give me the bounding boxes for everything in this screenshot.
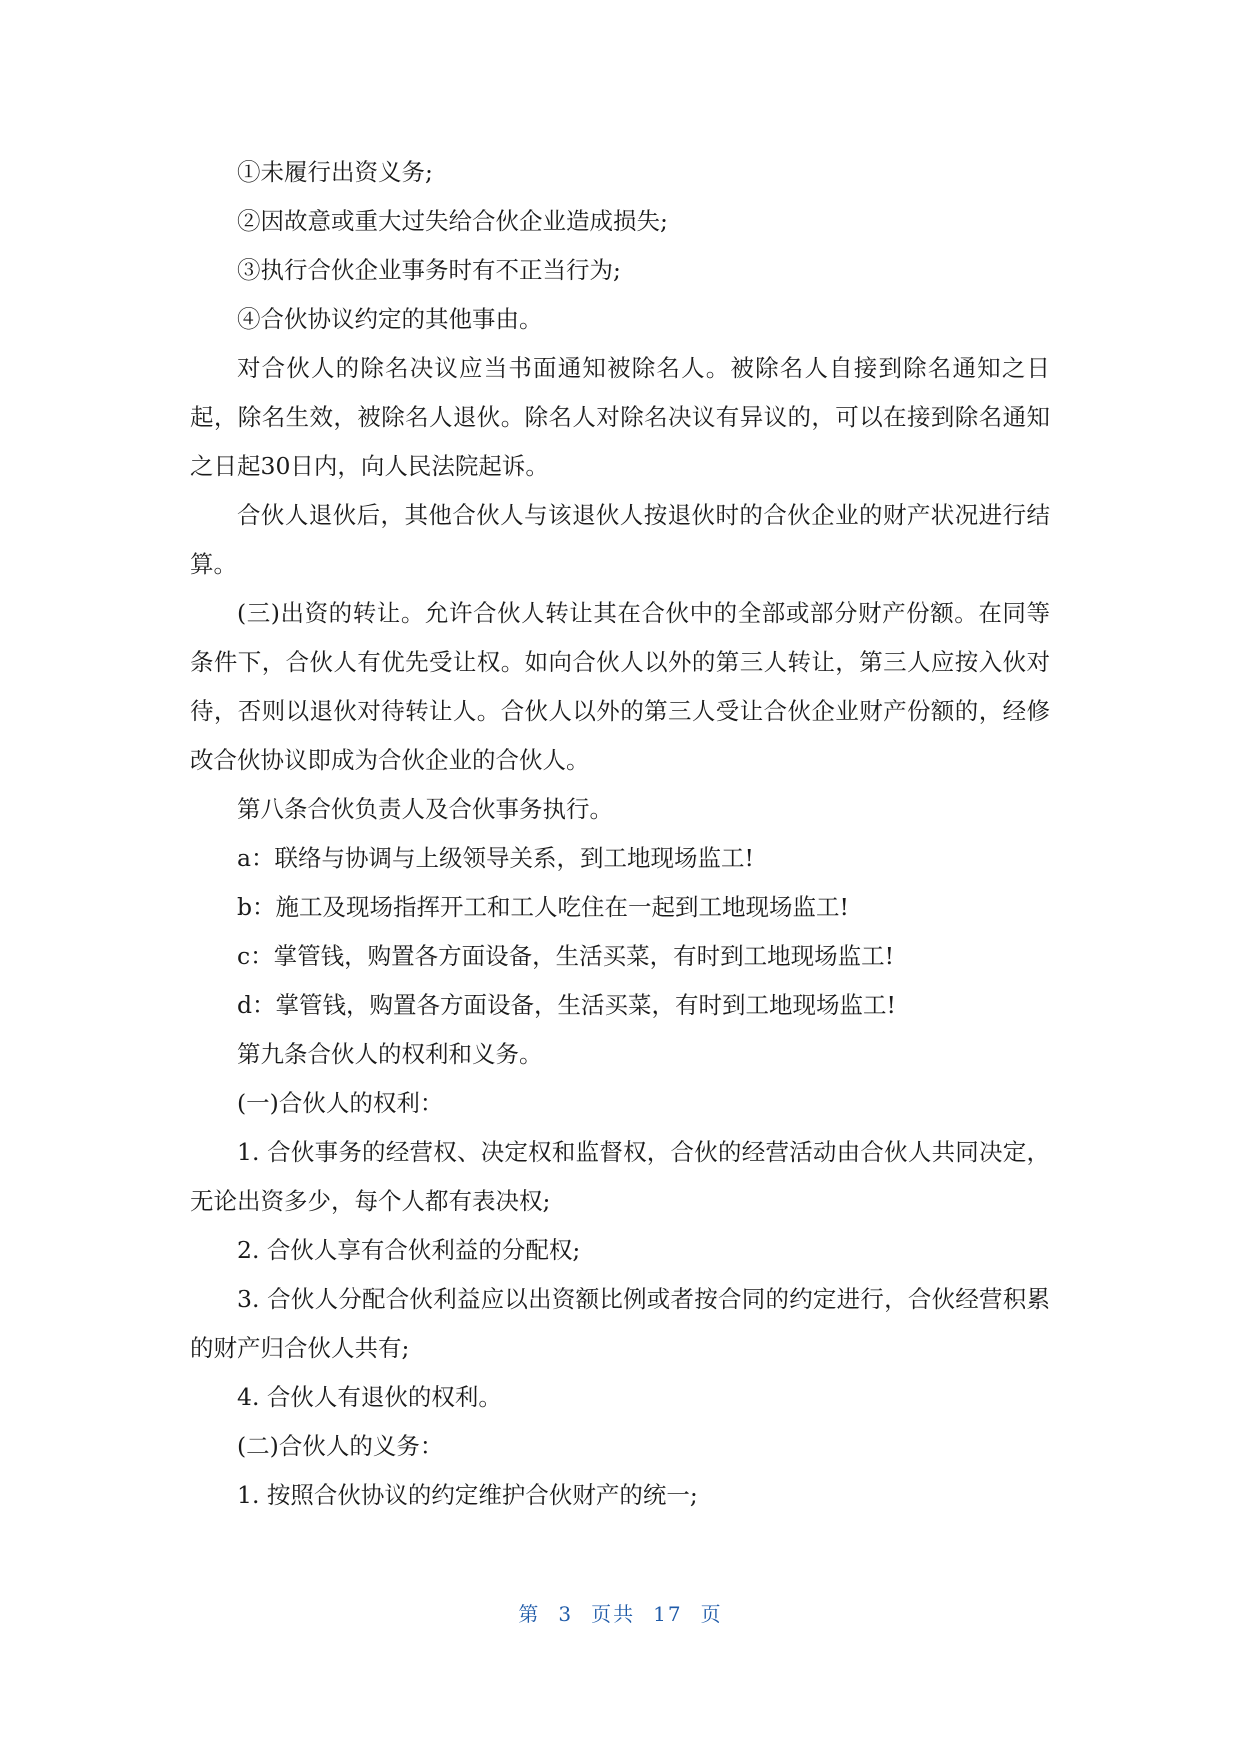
document-body [190,148,1050,1520]
paragraph-11: c：掌管钱，购置各方面设备，生活买菜，有时到工地现场监工! [237,942,895,970]
paragraph-17: 3. 合伙人分配合伙利益应以出资额比例或者按合同的约定进行，合伙经营积累的财产归合伙人共有; [190,1285,1050,1362]
footer-total-pages: 17 [653,1602,683,1626]
paragraph-5: 对合伙人的除名决议应当书面通知被除名人。被除名人自接到除名通知之日起，除名生效，被除名人退伙。除名人对除名决议有异议的，可以在接到除名通知之日起30日内，向人民法院起诉。 [190,354,1050,480]
paragraph-8: 第八条合伙负责人及合伙事务执行。 [237,795,613,823]
paragraph-14: (一)合伙人的权利： [237,1089,444,1117]
paragraph-3: ③执行合伙企业事务时有不正当行为; [237,256,621,284]
footer-current-page: 3 [558,1602,574,1626]
paragraph-15: 1. 合伙事务的经营权、决定权和监督权，合伙的经营活动由合伙人共同决定，无论出资多少，每个人都有表决权; [190,1138,1050,1215]
paragraph-4: ④合伙协议约定的其他事由。 [237,305,543,333]
paragraph-9: a：联络与协调与上级领导关系，到工地现场监工! [237,844,754,872]
footer-label-end: 页 [700,1602,723,1626]
paragraph-13: 第九条合伙人的权利和义务。 [237,1040,543,1068]
paragraph-16: 2. 合伙人享有合伙利益的分配权; [237,1236,581,1264]
footer-label-page: 第 [518,1602,541,1626]
paragraph-6: 合伙人退伙后，其他合伙人与该退伙人按退伙时的合伙企业的财产状况进行结算。 [190,501,1050,578]
paragraph-20: 1. 按照合伙协议的约定维护合伙财产的统一; [237,1481,698,1509]
footer-label-total: 页共 [591,1602,636,1626]
paragraph-18: 4. 合伙人有退伙的权利。 [237,1383,502,1411]
page-footer [0,1598,1241,1638]
paragraph-1: ①未履行出资义务; [237,158,433,186]
paragraph-2: ②因故意或重大过失给合伙企业造成损失; [237,207,668,235]
paragraph-12: d：掌管钱，购置各方面设备，生活买菜，有时到工地现场监工! [237,991,896,1019]
paragraph-10: b：施工及现场指挥开工和工人吃住在一起到工地现场监工! [237,893,849,921]
paragraph-19: (二)合伙人的义务： [237,1432,444,1460]
paragraph-7: (三)出资的转让。允许合伙人转让其在合伙中的全部或部分财产份额。在同等条件下，合伙人有优先受让权。如向合伙人以外的第三人转让，第三人应按入伙对待，否则以退伙对待转让人。合伙人以外的第三人受让合伙企业财产份额的，经修改合伙协议即成为合伙企业的合伙人。 [190,599,1050,774]
